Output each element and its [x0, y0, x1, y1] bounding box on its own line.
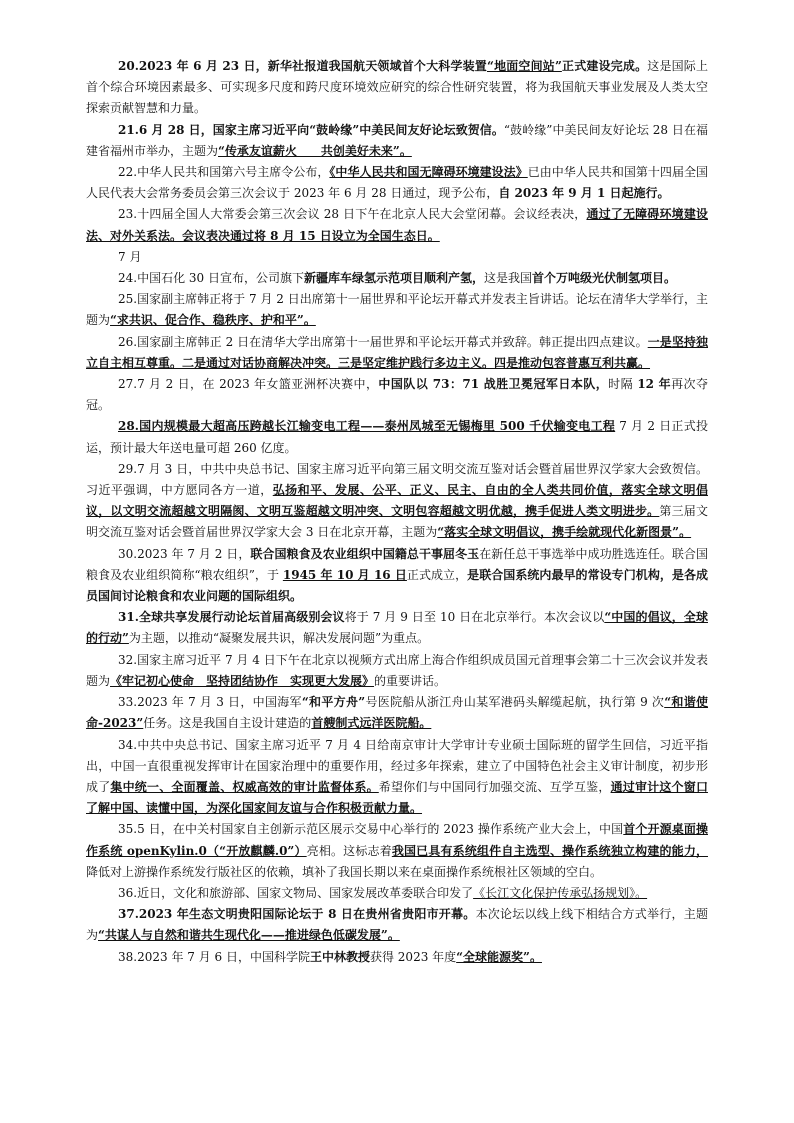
news-item — [86, 947, 708, 968]
body-text: 27.7 月 2 日，在 2023 年女篮亚洲杯决赛中， — [118, 377, 379, 392]
month-heading — [86, 247, 708, 268]
body-text: 7 月 — [118, 249, 142, 264]
news-item — [86, 416, 708, 458]
body-text: 32.国家主席习近平 7 月 4 日下午在北京以视频方式出席上海合作组织成员国元首理事会第二十三次会议并发表题为 — [86, 652, 708, 688]
body-text: 将于 7 月 9 日至 10 日在北京举行。本次会议以 — [344, 610, 605, 625]
emphasis-text: 王中林教授 — [309, 949, 370, 964]
news-item — [86, 607, 708, 649]
emphasis-text: 自 2023 年 9 月 1 日起施行。 — [498, 186, 670, 201]
news-item — [86, 374, 708, 416]
emphasis-text: 正式建设完成。 — [561, 59, 648, 73]
body-text: 22.中华人民共和国第六号主席令公布， — [118, 165, 330, 180]
emphasis-text: 中国队以 73：71 战胜卫冕冠军日本队， — [378, 377, 609, 392]
news-item — [86, 459, 708, 544]
emphasis-text: 弘扬和平、发展、公平、正义、民主、自由的全人类共同价值，落实全球文明倡议，以文明交流超越文明隔阂、文明互鉴超越文明冲突、文明包容超越文明优越，携手促进人类文明进步。 — [86, 483, 708, 519]
body-text: 36.近日，文化和旅游部、国家文物局、国家发展改革委联合印发了 — [118, 885, 474, 900]
body-text: 任务。这是我国自主设计建造的 — [143, 716, 312, 731]
news-item — [86, 650, 708, 692]
body-text: 为主题，以推动“凝聚发展共识，解决发展问题”为重点。 — [128, 631, 430, 646]
body-text: 这是国际上首个综合环境因素最多、可实现多尺度和跨尺度环境效应研究的综合性研究装置，将为我国航天事业发展及人类太空探索贡献智慧和力量。 — [86, 59, 708, 116]
body-text: 7 月 2 日正式投运，预计最大年送电量可超 260 亿度。 — [86, 419, 708, 455]
emphasis-text: “地面空间站” — [486, 59, 562, 73]
news-item — [86, 268, 708, 289]
body-text: 希望你们与中国同行加强交流、互学互鉴， — [378, 779, 611, 794]
body-text: 的重要讲话。 — [374, 673, 447, 688]
emphasis-text: “中国的倡议，全球的行动” — [86, 610, 708, 646]
emphasis-text: 《牢记初心使命 坚持团结协作 实现更大发展》 — [110, 673, 375, 688]
body-text: 本次论坛以线上线下相结合方式举行，主题为 — [86, 907, 708, 943]
emphasis-text: “共谋人与自然和谐共生现代化——推进绿色低碳发展”。 — [98, 928, 400, 943]
emphasis-text: 是联合国系统内最早的常设专门机构，是各成员国间讨论粮食和农业问题的国际组织。 — [86, 567, 708, 604]
body-text: 已由中华人民共和国第十四届全国人民代表大会常务委员会第三次会议于 2023 年 6 月 28 日通过，现予公布， — [86, 165, 708, 201]
news-item — [86, 735, 708, 820]
emphasis-text: 通过了无障碍环境建设法、对外关系法。会议表决通过将 8 月 15 日设立为全国生态日。 — [86, 207, 708, 243]
body-text: 35.5 日，在中关村国家自主创新示范区展示交易中心举行的 2023 操作系统产业大会上，中国 — [118, 822, 624, 837]
emphasis-text: “全球能源奖”。 — [456, 949, 542, 964]
news-item — [86, 692, 708, 734]
news-item — [86, 289, 708, 331]
body-text: 获得 2023 年度 — [369, 949, 457, 964]
body-text: 34.中共中央总书记、国家主席习近平 7 月 4 日给南京审计大学审计专业硕士国际班的留学生回信，习近平指出，中国一直很重视发挥审计在国家治理中的重要作用，经过多年探索，建立了中国特色社会主义审计制度，初步形成了 — [86, 737, 708, 794]
emphasis-text: 通过审计这个窗口了解中国、读懂中国，为深化国家间友谊与合作积极贡献力量。 — [86, 779, 708, 816]
emphasis-text: 首个万吨级光伏制氢项目。 — [532, 271, 677, 286]
emphasis-text: 新疆库车绿氢示范项目顺利产氢， — [303, 271, 484, 286]
emphasis-text: 我国已具有系统组件自主选型、操作系统独立构建的能力， — [391, 843, 708, 858]
news-item — [86, 819, 708, 883]
emphasis-text: 20.2023 年 6 月 23 日，新华社报道我国航天领域首个大科学装置 — [118, 59, 487, 73]
emphasis-text: 首个开源桌面操作系统 openKylin.0（“开放麒麟.0”） — [86, 822, 708, 858]
body-text: 26.国家副主席韩正 2 日在清华大学出席第十一届世界和平论坛开幕式并致辞。韩正提出四点建议。 — [118, 334, 648, 349]
body-text: 再次夺冠。 — [86, 377, 708, 413]
emphasis-text: 集中统一、全面覆盖、权威高效的审计监督体系。 — [110, 779, 379, 794]
body-text: 24.中国石化 30 日宣布，公司旗下 — [118, 271, 304, 286]
news-item — [86, 120, 708, 162]
emphasis-text: 一是坚持独立自主相互尊重。二是通过对话协商解决冲突。三是坚定维护践行多边主义。四是推动包容普惠互利共赢。 — [86, 334, 708, 370]
news-item — [86, 162, 708, 204]
body-text: 这是我国 — [484, 271, 533, 286]
emphasis-text: 21.6 月 28 日，国家主席习近平向“鼓岭缘”中美民间友好论坛致贺信。 — [118, 122, 504, 137]
emphasis-text: 《中华人民共和国无障碍环境建设法》 — [329, 165, 528, 180]
emphasis-text: 联合国粮食及农业组织中国籍总干事屈冬玉 — [250, 546, 480, 561]
emphasis-text: 1945 年 10 月 16 日 — [282, 567, 407, 582]
body-text: 号医院船从浙江舟山某军港码头解缆起航，执行第 9 次 — [365, 695, 665, 710]
news-item — [86, 883, 708, 904]
emphasis-text: “落实全球文明倡议，携手绘就现代化新图景”。 — [437, 525, 692, 540]
news-item — [86, 204, 708, 246]
emphasis-text: 28.国内规模最大超高压跨越长江输变电工程——泰州凤城至无锡梅里 500 千伏输变电工程 — [118, 419, 616, 434]
news-item — [86, 56, 708, 120]
emphasis-text: “和谐使命-2023” — [86, 695, 709, 731]
emphasis-text: 《长江文化保护传承弘扬规划》。 — [473, 885, 648, 900]
body-text: 25.国家副主席韩正将于 7 月 2 日出席第十一届世界和平论坛开幕式并发表主旨讲话。论坛在清华大学举行，主题为 — [86, 292, 708, 328]
news-item — [86, 544, 708, 608]
news-item — [86, 904, 708, 946]
emphasis-text: “和平方舟” — [301, 695, 366, 710]
body-text: 23.十四届全国人大常委会第三次会议 28 日下午在北京人民大会堂闭幕。会议经表决， — [118, 207, 587, 222]
body-text: 33.2023 年 7 月 3 日，中国海军 — [118, 695, 302, 710]
news-item — [86, 332, 708, 374]
body-text: 亮相。这标志着 — [306, 843, 392, 858]
body-text: 38.2023 年 7 月 6 日，中国科学院 — [118, 949, 310, 964]
body-text: 降低对上游操作系统发行版社区的依赖，填补了我国长期以来在桌面操作系统根社区领域的空白。 — [86, 864, 603, 879]
emphasis-text: 首艘制式远洋医院船。 — [311, 716, 432, 731]
body-text: “鼓岭缘”中美民间友好论坛 28 日在福建省福州市举办，主题为 — [86, 122, 708, 158]
emphasis-text: 12 年 — [637, 377, 672, 392]
document-page — [86, 56, 708, 968]
body-text: 30.2023 年 7 月 2 日， — [118, 546, 251, 561]
emphasis-text: “求共识、促合作、稳秩序、护和平”。 — [110, 313, 316, 328]
body-text: 29.7 月 3 日，中共中央总书记、国家主席习近平向第三届文明交流互鉴对话会暨首届世界汉学家大会致贺信。习近平强调，中方愿同各方一道， — [86, 461, 708, 498]
body-text: 在新任总干事选举中成功胜选连任。联合国粮食及农业组织简称“粮农组织”，于 — [86, 546, 708, 582]
body-text: 正式成立， — [406, 567, 468, 582]
body-text: 时隔 — [608, 377, 638, 392]
emphasis-text: “传承友谊薪火 共创美好未来”。 — [218, 143, 412, 158]
emphasis-text: 31.全球共享发展行动论坛首届高级别会议 — [118, 610, 345, 625]
emphasis-text: 37.2023 年生态文明贵阳国际论坛于 8 日在贵州省贵阳市开幕。 — [118, 907, 476, 922]
body-text: 第三届文明交流互鉴对话会暨首届世界汉学家大会 3 日在北京开幕，主题为 — [86, 504, 708, 540]
